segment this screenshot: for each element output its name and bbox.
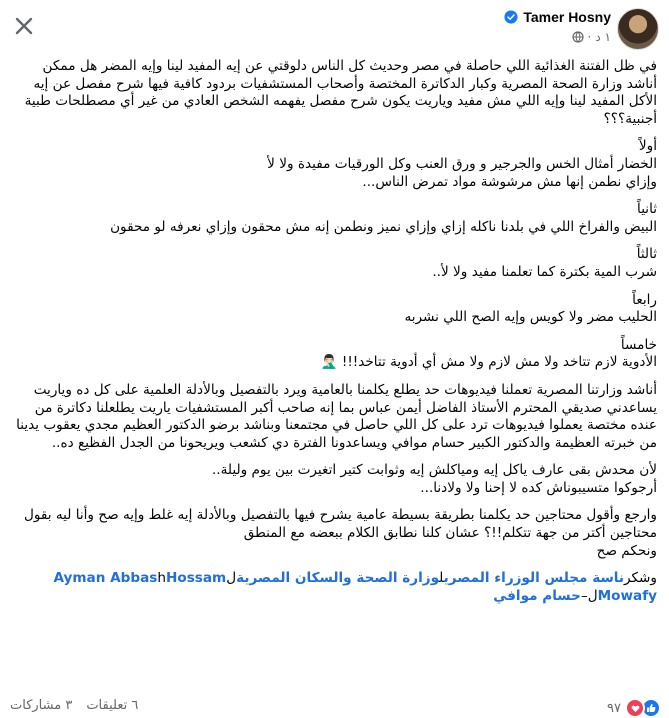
section-first-line2: وإزاي نطمن إنها مش مرشوشة مواد تمرض الناس... — [362, 173, 657, 190]
post-stats-wrapper — [10, 696, 659, 716]
section-second-line1: البيض والفراخ اللي في بلدنا ناكله إزاي وإزاي نميز ونطمن إنه مش محقون وإزاي نعرفه لو محقون — [110, 218, 657, 235]
tag-health-ministry[interactable]: وزارة الصحة والسكان المصرية — [236, 570, 440, 587]
section-fifth — [12, 337, 657, 372]
author-name[interactable]: Tamer Hosny — [523, 9, 611, 25]
reactions-summary[interactable] — [607, 698, 659, 718]
love-reaction-icon — [625, 698, 645, 718]
like-reaction-icon — [643, 700, 659, 716]
post-body — [12, 58, 657, 615]
tag-cabinet[interactable]: ناسة مجلس الوزراء المصري — [443, 570, 625, 587]
post-stats — [10, 696, 659, 718]
thanks-prefix: وشكر — [624, 570, 657, 587]
nobody-line2: أرجوكوا متسيبوناش كده لا إحنا ولا ولادنا... — [420, 479, 657, 496]
post-appeal: أناشد وزارتنا المصرية تعملنا فيديوهات حد يطلع يكلمنا بالعامية ويرد بالتفصيل وبالأدلة العلمية على كل ده وياريت يساعدني صديقي المحترم الأستاذ الفاضل أيمن عباس بما إنه صاحب أكبر المستشفيات ياريت يطلعلنا دكاترة من عنده مختصة يعملوا فيديوهات ترد على كل اللي حاصل في مجتمعنا وبناشد برضو الدكتور العظيم مجدي يعقوب يدينا من خبرته العظيمة والدكتور الكبير حسام موافي ويساعدونا الفترة دي كشعب ويريحونا من الجدل الفظيع ده.. — [16, 381, 657, 451]
comments-count[interactable]: ٦ تعليقات — [86, 698, 139, 713]
section-nobody — [12, 462, 657, 497]
section-fifth-title: خامساً — [620, 336, 657, 353]
tag-hossam-mowafy[interactable]: Hossam Mowafy — [165, 570, 657, 604]
section-first-line1: الخضار أمثال الخس والجرجير و ورق العنب وكل الورقيات مفيدة ولا لأ — [267, 155, 657, 172]
section-first — [12, 138, 657, 191]
tag-ayman-abbas[interactable]: Ayman Abbas — [53, 570, 158, 587]
author-name-row — [504, 9, 611, 25]
section-fourth-line1: الحليب مضر ولا كويس وإيه الصح اللي نشربه — [404, 309, 657, 326]
nobody-line1: لأن محدش بقى عارف ياكل إيه ومياكلش إيه وثوابت كتير اتغيرت بين يوم وليلة.. — [211, 462, 657, 479]
section-fourth — [12, 292, 657, 327]
post-time[interactable]: ١ د — [595, 30, 611, 44]
tag-ayman-suffix: h — [157, 570, 166, 587]
section-second-title: ثانياً — [637, 201, 657, 218]
comments-shares — [10, 698, 138, 713]
tag-cabinet-suffix: ل — [439, 570, 444, 587]
close-icon[interactable] — [12, 14, 36, 38]
post-meta — [572, 30, 611, 44]
post-header — [0, 0, 669, 56]
repeat-line1: وارجع وأقول محتاجين حد يكلمنا بطريقة بسيطة عامية يشرح فيها بالتفصيل وبالأدلة إيه غلط وإيه صح وأنا ليه بقول محتاجين أكتر من جهة تتكلم!!؟ عشان كلنا نطابق الكلام ببعضه مع المنطق — [23, 507, 657, 542]
tag-dash: – — [580, 587, 588, 604]
section-repeat — [12, 507, 657, 560]
thanks-line — [12, 570, 657, 605]
tag-health-suffix: ل — [226, 570, 237, 587]
section-first-title: أولاً — [638, 138, 657, 155]
section-fourth-title: رابعاً — [632, 291, 657, 308]
author-avatar[interactable] — [617, 8, 659, 50]
tag-hossam-mowafy-ar[interactable]: حسام موافي — [493, 587, 581, 604]
section-third — [12, 246, 657, 281]
section-third-title: ثالثاً — [636, 246, 657, 263]
reactions-count: ٩٧ — [607, 700, 621, 716]
section-fifth-line1: الأدوية لازم تتاخد ولا مش لازم ولا مش أي أدوية تتاخد!!! 🤦🏻‍♂️ — [320, 354, 657, 371]
tag-hossam-suffix: ل — [587, 587, 598, 604]
section-second — [12, 201, 657, 236]
meta-dot: · — [587, 30, 592, 44]
shares-count[interactable]: ٣ مشاركات — [10, 698, 73, 713]
repeat-line2: ونحكم صح — [596, 542, 657, 559]
section-third-line1: شرب المية بكترة كما تعلمنا مفيد ولا لأ.. — [432, 263, 657, 280]
verified-badge-icon — [504, 10, 518, 24]
post-intro: في ظل الفتنة الغذائية اللي حاصلة في مصر وحديث كل الناس دلوقتي عن إيه المفيد لينا وإيه المضر هل ممكن أناشد وزارة الصحة المصرية وكبار الدكاترة المختصة وأصحاب المستشفيات بردود كافية فيها شرح مفصل عن إيه الأكل المفيد لينا وإيه اللي مش مفيد وياريت يكون شرح مفصل يفهمه الشخص العادي من غير أي مصطلحات طبية أجنبية؟؟؟ — [24, 58, 657, 127]
globe-icon[interactable] — [572, 31, 584, 43]
